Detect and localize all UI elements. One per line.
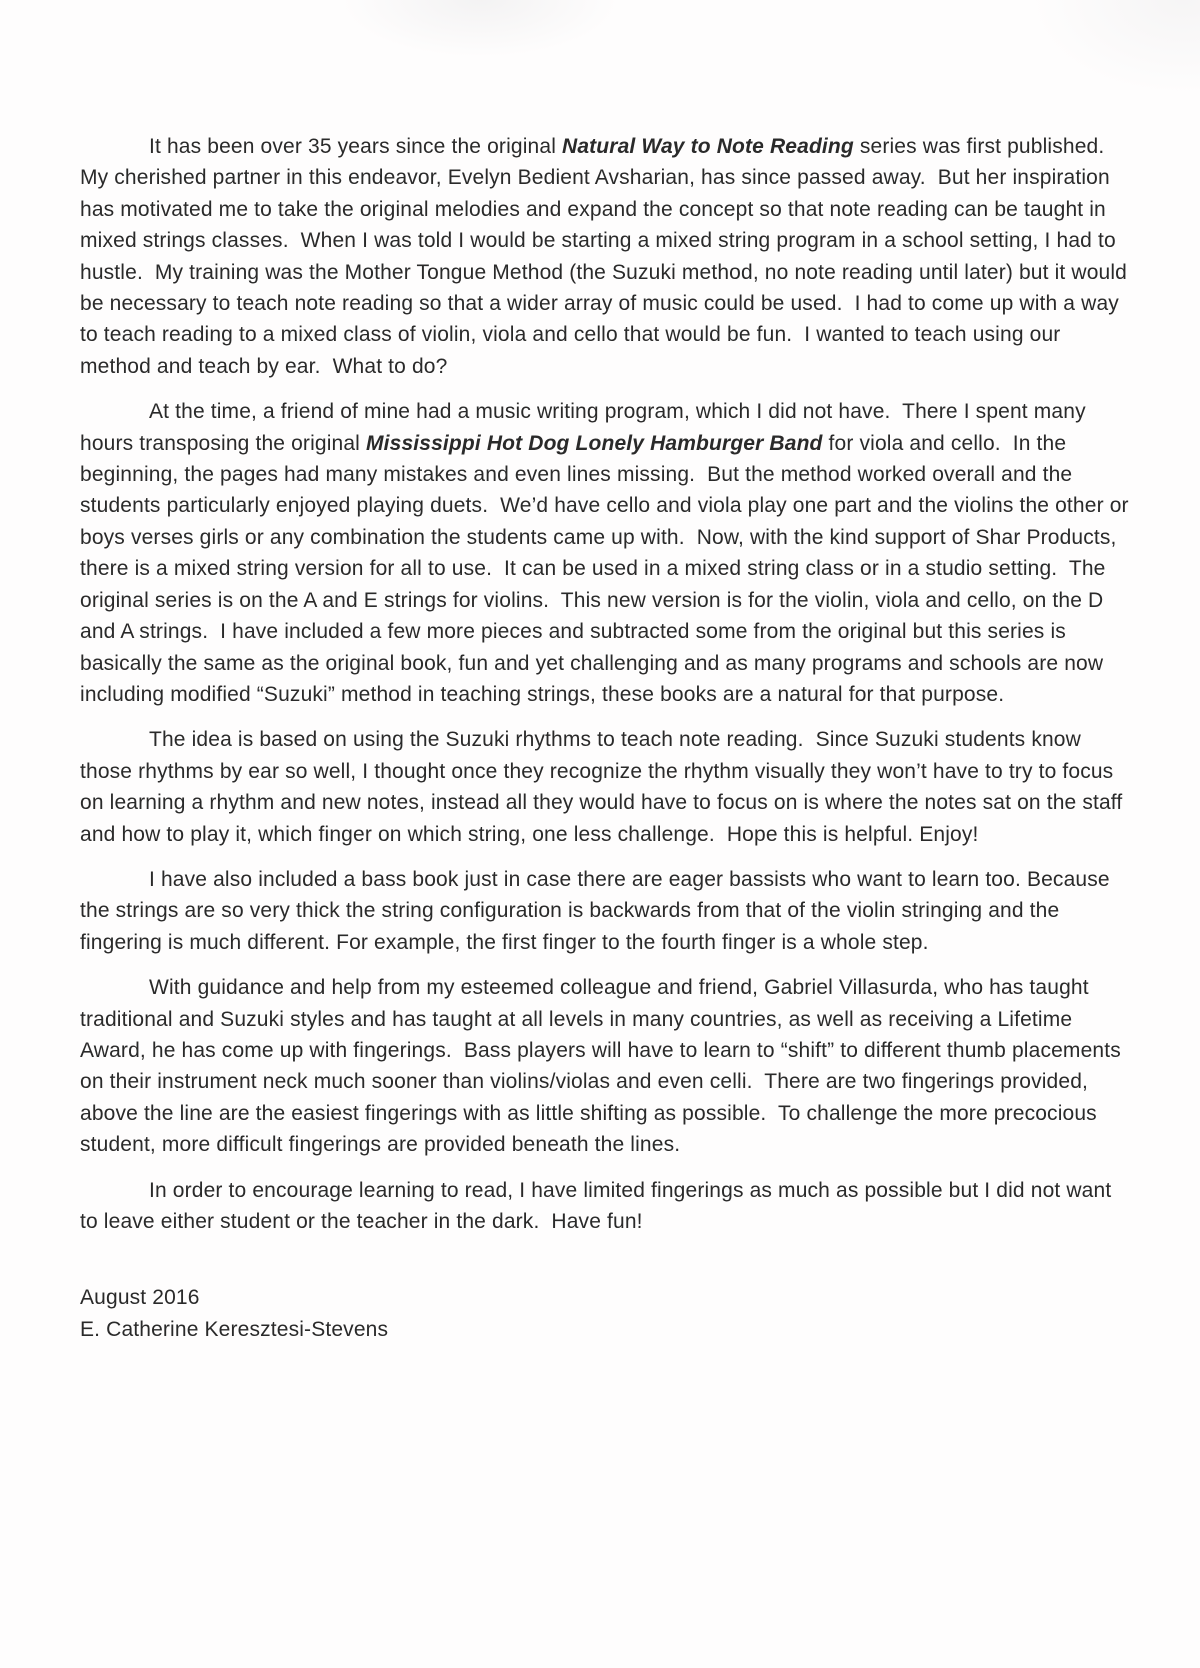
text-run: In order to encourage learning to read, I have limited fingerings as much as possible but I did not want to leave either student or the teacher in the dark. Have fun! xyxy=(80,1178,1118,1233)
book-title-emphasis: Natural Way to Note Reading xyxy=(562,135,854,158)
text-run: The idea is based on using the Suzuki rhythms to teach note reading. Since Suzuki students know those rhythms by ear so well, I thought once they recognize the rhythm visually they won’t have to try to focus on learning a rhythm and new notes, instead all they would have to focus on is where the notes sat on the staff and how to play it, which finger on which string, one less challenge. Hope this is helpful. Enjoy! xyxy=(80,728,1129,846)
paragraph xyxy=(80,864,1130,958)
scan-smudge-top xyxy=(340,0,620,58)
text-run: series was first published. My cherished partner in this endeavor, Evelyn Bedient Avsharian, has since passed away. But her inspiration has motivated me to take the original melodies and expand the concept so that note reading can be taught in mixed strings classes. When I was told I would be starting a mixed string program in a school setting, I had to hustle. My training was the Mother Tongue Method (the Suzuki method, no note reading until later) but it would be necessary to teach note reading so that a wider array of music could be used. I had to come up with a way to teach reading to a mixed class of violin, viola and cello that would be fun. I wanted to teach using our method and teach by ear. What to do? xyxy=(80,135,1134,378)
text-run: I have also included a bass book just in case there are eager bassists who want to learn too. Because the strings are so very thick the string configuration is backwards from that of the violin stringing and the fingering is much different. For example, the first finger to the fourth finger is a whole step. xyxy=(80,867,1116,954)
signature-block xyxy=(80,1282,1130,1345)
text-run: It has been over 35 years since the original xyxy=(149,135,562,158)
paragraph xyxy=(80,396,1135,710)
paragraph xyxy=(80,972,1130,1160)
paragraph xyxy=(80,1175,1130,1238)
document-content xyxy=(80,131,1135,1345)
document-body xyxy=(80,131,1135,1237)
paragraph xyxy=(80,131,1134,382)
paragraph xyxy=(80,724,1130,850)
signature-name: E. Catherine Keresztesi-Stevens xyxy=(80,1317,389,1341)
text-run: At the time, a friend of mine had a music writing program, which I did not have. There I spent many hours transposing the original xyxy=(80,400,1092,455)
signature-date: August 2016 xyxy=(80,1286,200,1310)
text-run: for viola and cello. In the beginning, the pages had many mistakes and even lines missing. But the method worked overall and the students particularly enjoyed playing duets. We’d have cello and viola play one part and the violins the other or boys verses girls or any combination the students came up with. Now, with the kind support of Shar Products, there is a mixed string version for all to use. It can be used in a mixed string class or in a studio setting. The original series is on the A and E strings for violins. This new version is for the violin, viola and cello, on the D and A strings. I have included a few more pieces and subtracted some from the original but this series is basically the same as the original book, fun and yet challenging and as many programs and schools are now including modified “Suzuki” method in teaching strings, these books are a natural for that purpose. xyxy=(80,431,1135,706)
book-title-emphasis: Mississippi Hot Dog Lonely Hamburger Band xyxy=(366,431,823,455)
scan-smudge-top-right xyxy=(1030,0,1200,95)
text-run: With guidance and help from my esteemed colleague and friend, Gabriel Villasurda, who has taught traditional and Suzuki styles and has taught at all levels in many countries, as well as receiving a Lifetime Award, he has come up with fingerings. Bass players will have to learn to “shift” to different thumb placements on their instrument neck much sooner than violins/violas and even celli. There are two fingerings provided, above the line are the easiest fingerings with as little shifting as possible. To challenge the more precocious student, more difficult fingerings are provided beneath the lines. xyxy=(80,976,1127,1157)
